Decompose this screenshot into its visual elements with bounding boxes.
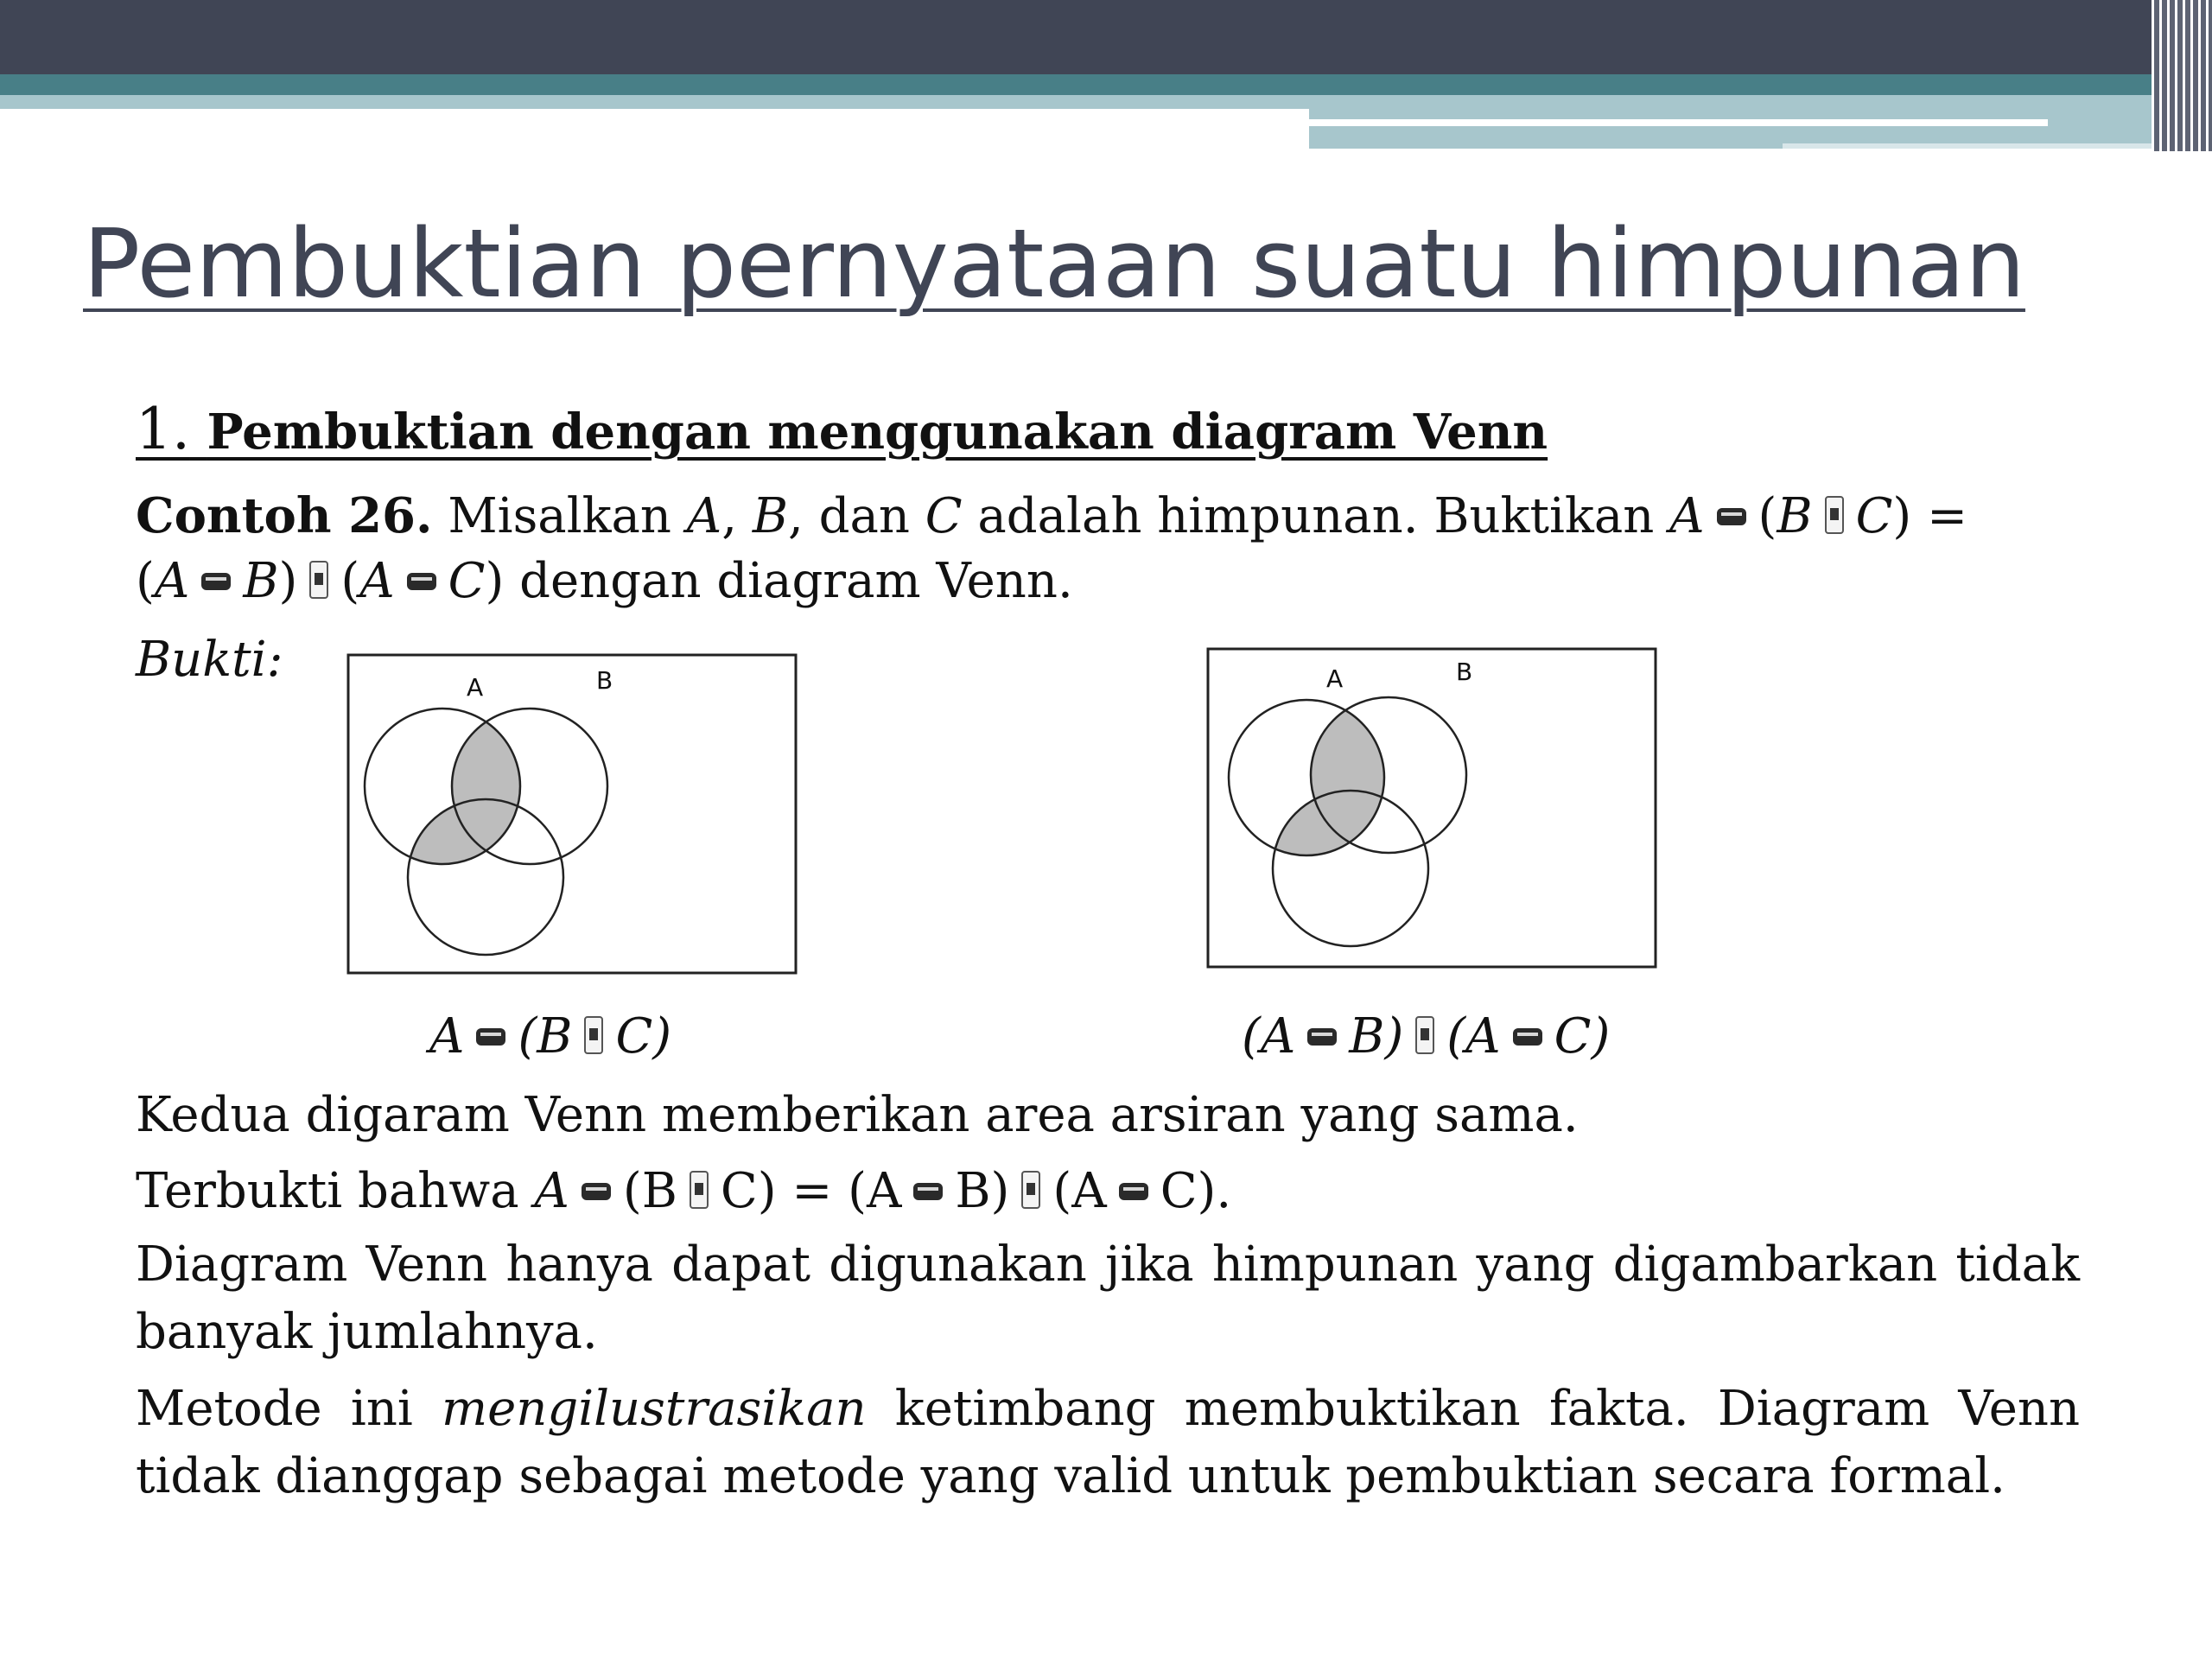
set-label-a: A bbox=[467, 673, 484, 702]
section-number: 1. bbox=[136, 396, 190, 462]
intersection-icon bbox=[1307, 1028, 1337, 1046]
set-label-a: A bbox=[1326, 664, 1344, 693]
venn-caption-2: (A B) (A C) bbox=[1242, 1008, 1611, 1065]
union-icon bbox=[1415, 1016, 1434, 1054]
conclusion-proven: Terbukti bahwa A (B C) = (A B) (A C). bbox=[136, 1163, 1232, 1219]
note-method: Metode ini mengilustrasikan ketimbang membuktikan fakta. Diagram Venn tidak dianggap sebagai metode yang valid untuk pembuktian secara formal. bbox=[136, 1381, 2081, 1504]
header-band-dark bbox=[0, 0, 2212, 74]
example-label: Contoh 26. bbox=[136, 487, 433, 544]
intersection-icon bbox=[201, 573, 231, 590]
intersection-icon bbox=[913, 1183, 943, 1200]
universe-rect bbox=[1208, 649, 1656, 967]
example-statement-cont: (A B) (A C) dengan diagram Venn. bbox=[136, 553, 1073, 609]
header-band-right-lower bbox=[1783, 143, 2212, 149]
page-title: Pembuktian pernyataan suatu himpunan bbox=[83, 208, 2025, 319]
union-icon bbox=[1825, 496, 1844, 534]
example-statement: Contoh 26. Misalkan A, B, dan C adalah himpunan. Buktikan A (B C) = bbox=[136, 487, 1967, 544]
intersection-icon bbox=[582, 1183, 611, 1200]
section-heading-text: Pembuktian dengan menggunakan diagram Venn bbox=[207, 404, 1548, 461]
intersection-icon bbox=[1513, 1028, 1542, 1046]
intersection-icon bbox=[1717, 508, 1746, 525]
intersection-icon bbox=[476, 1028, 505, 1046]
emphasis-word: mengilustrasikan bbox=[442, 1381, 867, 1437]
intersection-icon bbox=[1119, 1183, 1148, 1200]
union-icon bbox=[690, 1171, 709, 1209]
header-band-right-line bbox=[1309, 119, 2048, 126]
union-icon bbox=[309, 561, 328, 599]
universe-rect bbox=[348, 655, 796, 973]
conclusion-same-area: Kedua digaram Venn memberikan area arsiran yang sama. bbox=[136, 1087, 1579, 1143]
header-band-teal bbox=[0, 74, 2212, 95]
intersection-icon bbox=[407, 573, 436, 590]
venn-diagram-2 bbox=[1205, 644, 1659, 972]
venn-caption-1: A (B C) bbox=[429, 1008, 672, 1065]
note-venn-limitation: Diagram Venn hanya dapat digunakan jika himpunan yang digambarkan tidak banyak jumlahnya. bbox=[136, 1236, 2080, 1360]
venn-diagram-1 bbox=[346, 652, 799, 981]
set-label-b: B bbox=[596, 666, 613, 695]
set-label-b: B bbox=[1456, 658, 1473, 686]
header-band-light bbox=[0, 95, 1309, 109]
union-icon bbox=[1021, 1171, 1040, 1209]
header-stripes bbox=[2152, 0, 2212, 151]
section-heading bbox=[136, 396, 2080, 466]
proof-label: Bukti: bbox=[136, 632, 283, 688]
union-icon bbox=[584, 1016, 603, 1054]
